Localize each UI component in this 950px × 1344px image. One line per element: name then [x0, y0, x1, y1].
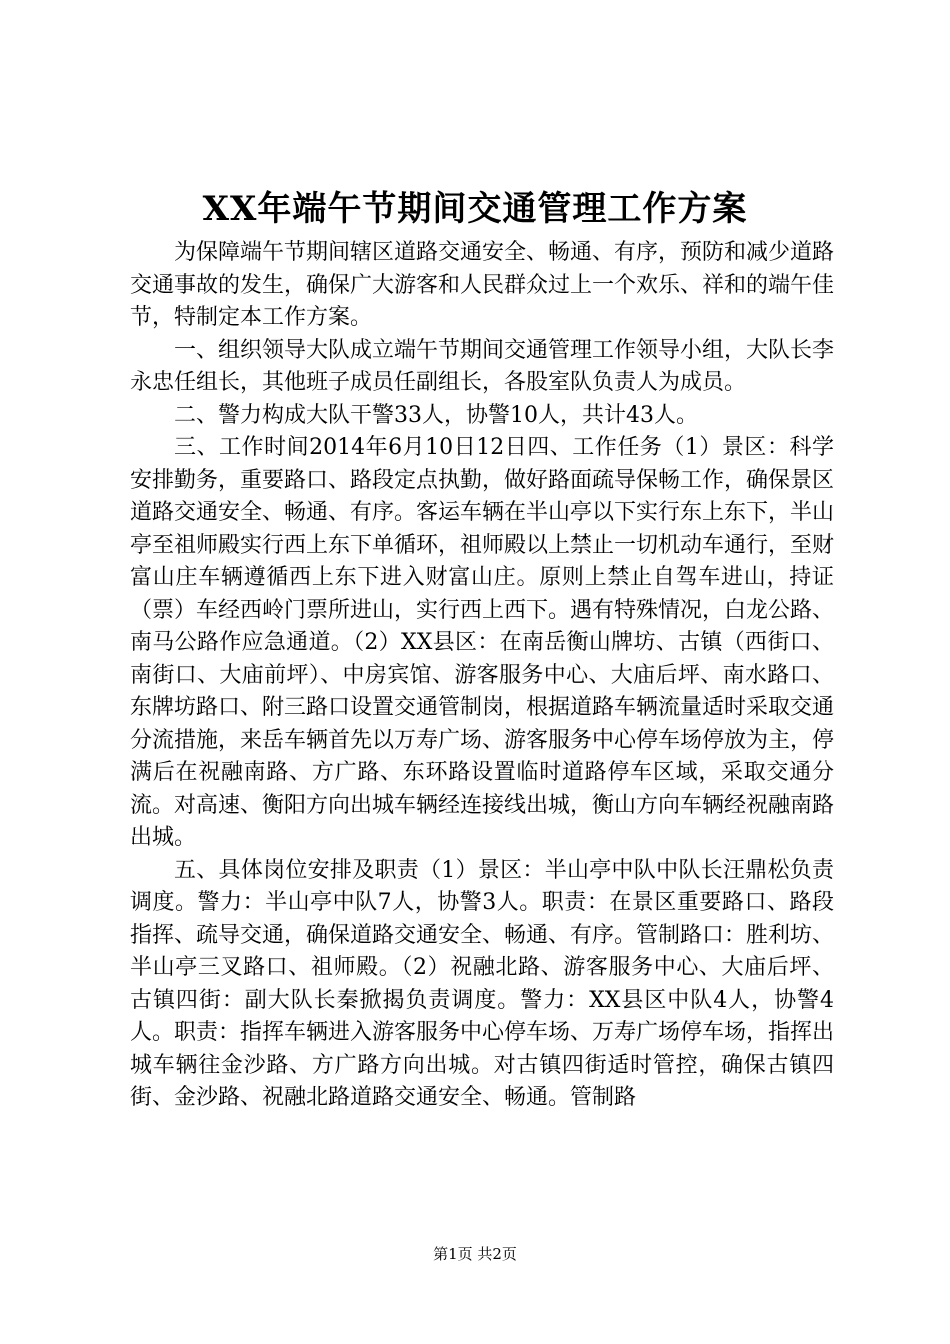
paragraph-organization: 一、组织领导大队成立端午节期间交通管理工作领导小组，大队长李永忠任组长，其他班子成员任副组长，各股室队负责人为成员。 [130, 337, 835, 395]
paragraph-police-force: 二、警力构成大队干警33人，协警10人，共计43人。 [174, 402, 698, 428]
document-title: XX年端午节期间交通管理工作方案 [202, 189, 748, 229]
paragraph-intro: 为保障端午节期间辖区道路交通安全、畅通、有序，预防和减少道路交通事故的发生，确保广大游客和人民群众过上一个欢乐、祥和的端午佳节，特制定本工作方案。 [130, 240, 835, 330]
document-body [130, 237, 834, 1115]
paragraph-positions-duties: 五、具体岗位安排及职责（1）景区：半山亭中队中队长汪鼎松负责调度。警力：半山亭中队7人，协警3人。职责：在景区重要路口、路段指挥、疏导交通，确保道路交通安全、畅通、有序。管制路口：胜利坊、半山亭三叉路口、祖师殿。（2）祝融北路、游客服务中心、大庙后坪、古镇四街：副大队长秦掀揭负责调度。警力：XX县区中队4人，协警4人。职责：指挥车辆进入游客服务中心停车场、万寿广场停车场，指挥出城车辆往金沙路、方广路方向出城。对古镇四街适时管控，确保古镇四街、金沙路、祝融北路道路交通安全、畅通。管制路 [130, 857, 835, 1110]
page-number-footer: 第1页 共2页 [433, 1245, 517, 1263]
paragraph-schedule-tasks: 三、工作时间2014年6月10日12日四、工作任务（1）景区：科学安排勤务，重要路口、路段定点执勤，做好路面疏导保畅工作，确保景区道路交通安全、畅通、有序。客运车辆在半山亭以下实行东上东下，半山亭至祖师殿实行西上东下单循环，祖师殿以上禁止一切机动车通行，至财富山庄车辆遵循西上东下进入财富山庄。原则上禁止自驾车进山，持证（票）车经西岭门票所进山，实行西上西下。遇有特殊情况，白龙公路、南马公路作应急通道。（2）XX县区：在南岳衡山牌坊、古镇（西街口、南街口、大庙前坪）、中房宾馆、游客服务中心、大庙后坪、南水路口、东牌坊路口、附三路口设置交通管制岗，根据道路车辆流量适时采取交通分流措施，来岳车辆首先以万寿广场、游客服务中心停车场停放为主，停满后在祝融南路、方广路、东环路设置临时道路停车区域，采取交通分流。对高速、衡阳方向出城车辆经连接线出城，衡山方向车辆经祝融南路出城。 [130, 435, 835, 850]
